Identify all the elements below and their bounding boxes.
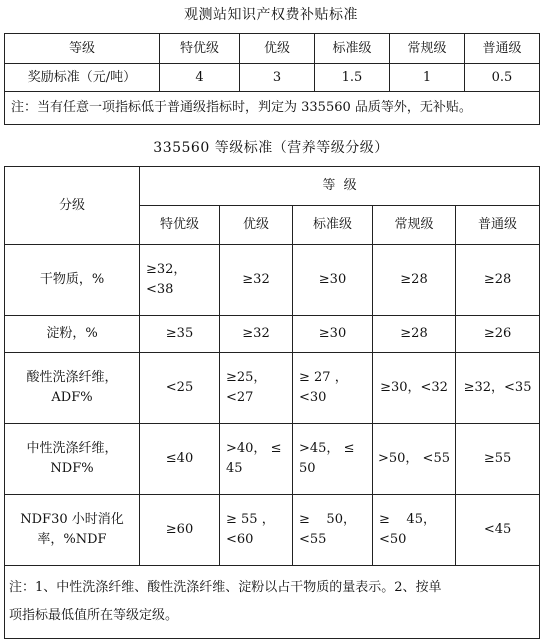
header-cell: 特优级	[160, 34, 240, 64]
value-cell: ≥30	[293, 245, 373, 316]
table-row	[5, 353, 540, 424]
subsidy-note: 注：当有任意一项指标低于普通级指标时，判定为 335560 品质等外，无补贴。	[5, 92, 540, 125]
grade-note-row	[5, 566, 540, 639]
table-row	[5, 495, 540, 566]
value-cell: 1.5	[315, 64, 390, 92]
grade-col-header: 分级	[5, 167, 140, 245]
table-row	[5, 245, 540, 316]
grade-note: 注：1、中性洗涤纤维、酸性洗涤纤维、淀粉以占干物质的量表示。2、按单 项指标最低值所在等级定级。	[5, 566, 540, 639]
value-cell: >50， <55	[373, 424, 456, 495]
header-cell: 标准级	[315, 34, 390, 64]
grade-standard-table	[4, 166, 540, 639]
value-cell: ≥32，<35	[456, 353, 540, 424]
value-cell: ≥60	[140, 495, 220, 566]
row-label: 干物质，%	[5, 245, 140, 316]
value-cell: ≥ 45， <50	[373, 495, 456, 566]
header-cell: 优级	[240, 34, 315, 64]
table-row	[5, 424, 540, 495]
table1-title: 观测站知识产权费补贴标准	[184, 7, 358, 23]
subsidy-value-row	[5, 64, 540, 92]
row-label: 酸性洗涤纤维， ADF%	[5, 353, 140, 424]
row-label: 中性洗涤纤维， NDF%	[5, 424, 140, 495]
value-cell: ≥32	[220, 316, 293, 353]
table2-title: 335560 等级标准（营养等级分级）	[153, 140, 389, 156]
value-cell: <25	[140, 353, 220, 424]
subsidy-table	[4, 33, 540, 125]
value-cell: 3	[240, 64, 315, 92]
row-label: 淀粉，%	[5, 316, 140, 353]
value-cell: 1	[390, 64, 465, 92]
value-cell: <45	[456, 495, 540, 566]
grade-name: 特优级	[140, 206, 220, 245]
value-cell: ≥35	[140, 316, 220, 353]
value-cell: >40， ≤ 45	[220, 424, 293, 495]
value-cell: 0.5	[465, 64, 540, 92]
row-label: NDF30 小时消化 率，%NDF	[5, 495, 140, 566]
header-cell: 常规级	[390, 34, 465, 64]
grade-name: 普通级	[456, 206, 540, 245]
value-cell: >45， ≤ 50	[293, 424, 373, 495]
value-cell: ≥28	[456, 245, 540, 316]
value-cell: ≥32	[220, 245, 293, 316]
value-cell: ≥30	[293, 316, 373, 353]
value-cell: ≥26	[456, 316, 540, 353]
value-cell: ≥ 27 ， <30	[293, 353, 373, 424]
header-cell: 等级	[5, 34, 160, 64]
value-cell: ≥28	[373, 245, 456, 316]
value-cell: ≥55	[456, 424, 540, 495]
value-cell: ≥30，<32	[373, 353, 456, 424]
table-row	[5, 316, 540, 353]
grade-name: 优级	[220, 206, 293, 245]
grade-name: 标准级	[293, 206, 373, 245]
header-cell: 普通级	[465, 34, 540, 64]
value-cell: ≤40	[140, 424, 220, 495]
value-cell: ≥28	[373, 316, 456, 353]
value-cell: 4	[160, 64, 240, 92]
subsidy-header-row	[5, 34, 540, 64]
subsidy-note-row	[5, 92, 540, 125]
grade-name: 常规级	[373, 206, 456, 245]
value-cell: ≥32， <38	[140, 245, 220, 316]
grade-header-row	[5, 167, 540, 206]
value-cell: ≥25， <27	[220, 353, 293, 424]
grade-group-header: 等 级	[140, 167, 540, 206]
value-cell: ≥ 50， <55	[293, 495, 373, 566]
value-cell: ≥ 55 ， <60	[220, 495, 293, 566]
row-label: 奖励标准（元/吨）	[5, 64, 160, 92]
